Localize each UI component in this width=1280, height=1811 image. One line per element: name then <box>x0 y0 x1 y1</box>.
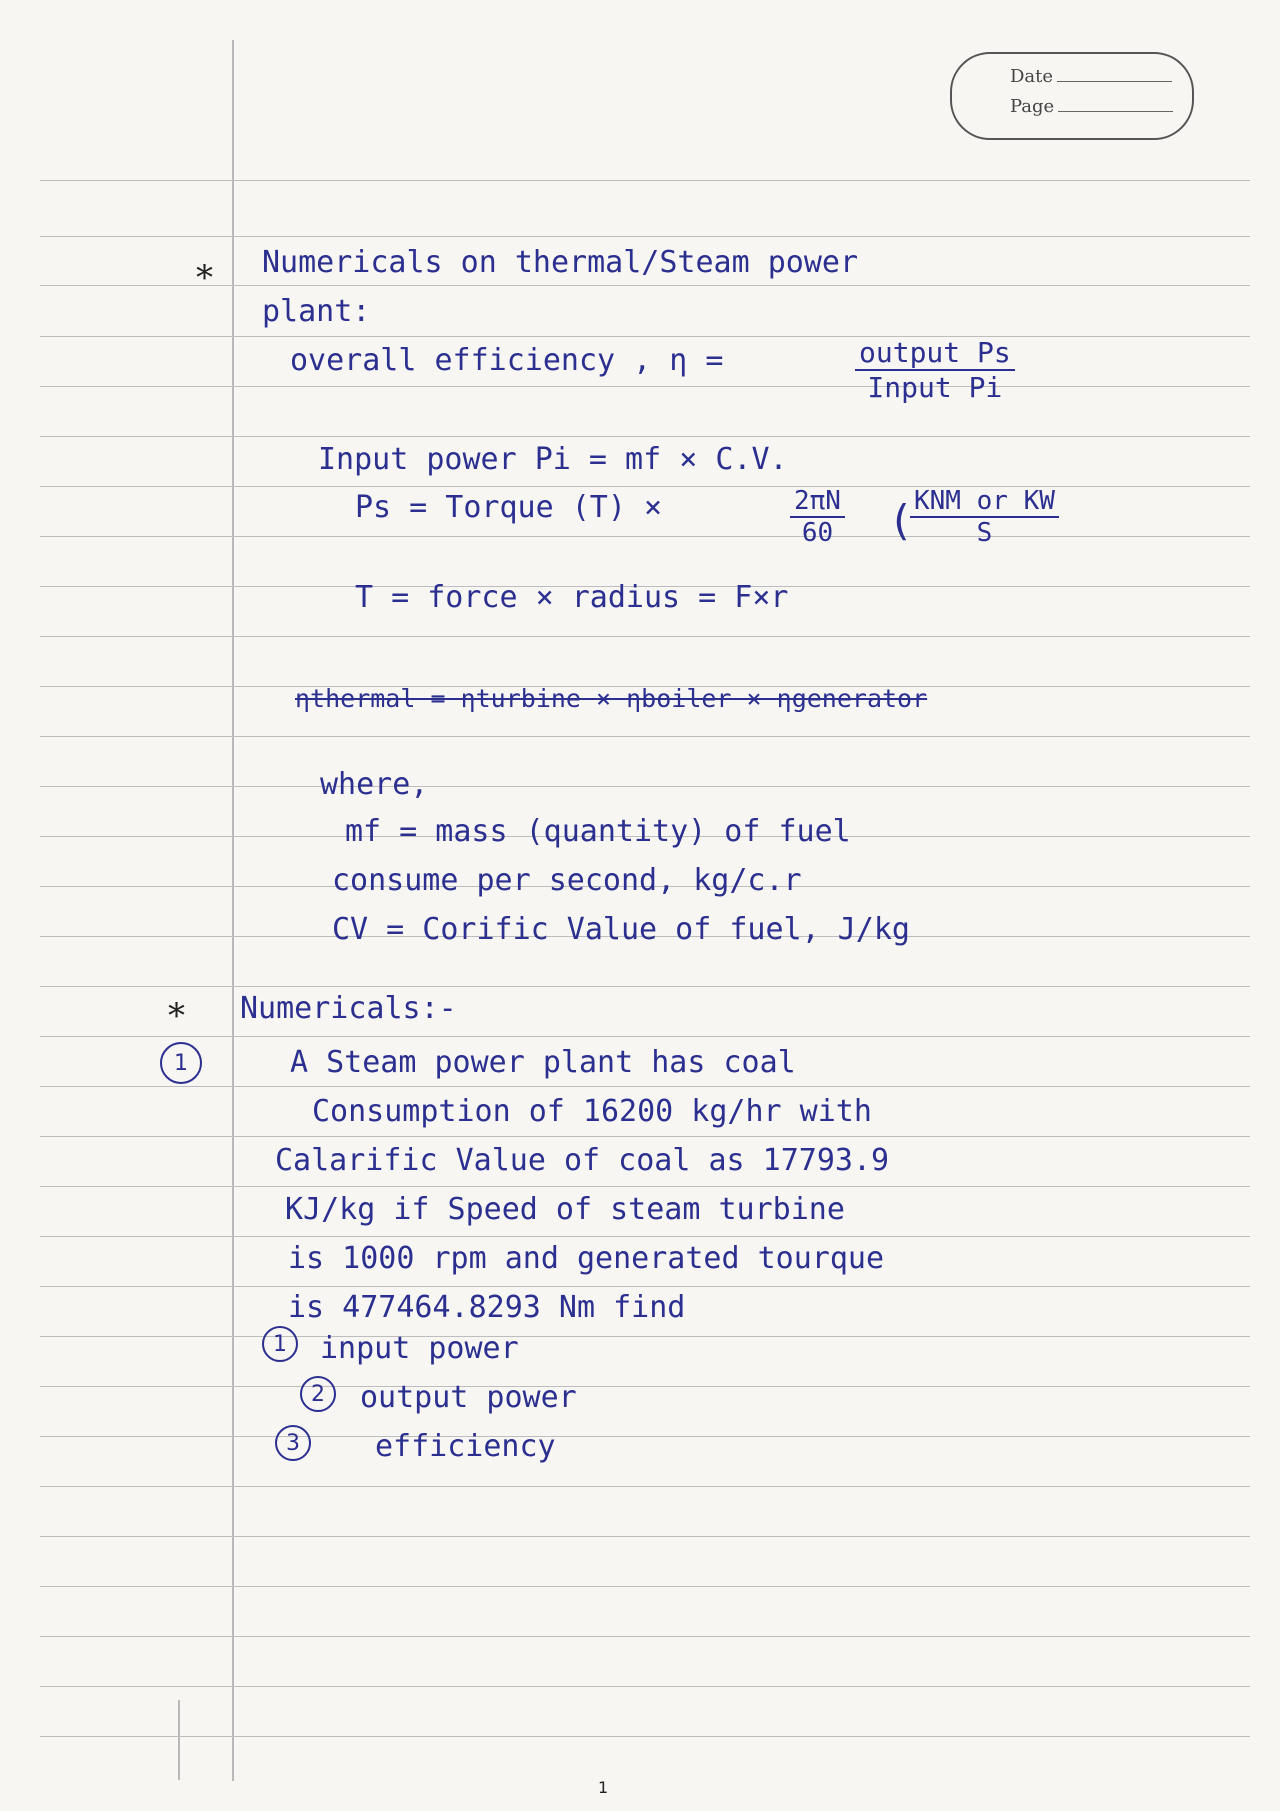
question-line-5: is 1000 rpm and generated tourque <box>288 1241 885 1276</box>
output-power-denominator: 60 <box>801 518 834 548</box>
output-power-numerator: 2πN <box>790 486 845 518</box>
overall-efficiency-numerator: output Ps <box>855 336 1015 371</box>
output-power-fraction <box>790 486 845 548</box>
heading-title: Numericals on thermal/Steam power <box>262 245 859 280</box>
item-1-text: input power <box>320 1331 519 1366</box>
numericals-star: * <box>168 996 185 1036</box>
paren-open: ( <box>888 496 914 545</box>
item-1-badge: 1 <box>262 1326 298 1362</box>
overall-efficiency-denominator: Input Pi <box>867 371 1003 404</box>
date-label: Date <box>1010 66 1054 87</box>
output-power-unit-fraction <box>910 486 1059 548</box>
overall-efficiency-fraction <box>855 336 1015 404</box>
question-number-badge: 1 <box>160 1042 202 1084</box>
item-3-badge: 3 <box>275 1425 311 1461</box>
margin-line-left-outer <box>178 1700 180 1780</box>
page-number: 1 <box>598 1778 609 1797</box>
numericals-heading: Numericals:- <box>240 991 457 1026</box>
margin-line-left <box>232 40 234 1781</box>
input-power-formula: Input power Pi = mf × C.V. <box>318 442 788 477</box>
overall-efficiency-lhs: overall efficiency , η = <box>290 343 724 378</box>
question-line-6: is 477464.8293 Nm find <box>288 1290 686 1325</box>
item-2-text: output power <box>360 1380 577 1415</box>
mf-definition-line2: consume per second, kg/c.r <box>332 863 802 898</box>
output-power-lhs: Ps = Torque (T) × <box>355 490 663 525</box>
question-line-4: KJ/kg if Speed of steam turbine <box>285 1192 845 1227</box>
heading-star: * <box>196 258 213 298</box>
date-row <box>1010 66 1172 87</box>
output-power-unit-numerator: KNM or KW <box>910 486 1059 518</box>
output-power-unit-denominator: S <box>976 518 993 548</box>
cv-definition: CV = Corific Value of fuel, J/kg <box>332 912 910 947</box>
page-label: Page <box>1010 96 1055 117</box>
where-label: where, <box>320 767 429 802</box>
item-2-badge: 2 <box>300 1376 336 1412</box>
item-3-text: efficiency <box>375 1429 556 1464</box>
question-line-3: Calarific Value of coal as 17793.9 <box>275 1143 890 1178</box>
thermal-efficiency-formula: ηthermal = ηturbine × ηboiler × ηgenerator <box>295 684 928 713</box>
question-line-2: Consumption of 16200 kg/hr with <box>312 1094 872 1129</box>
date-page-box <box>950 52 1200 142</box>
page-row <box>1010 96 1173 117</box>
question-line-1: A Steam power plant has coal <box>290 1045 796 1080</box>
mf-definition-line1: mf = mass (quantity) of fuel <box>345 814 851 849</box>
torque-formula: T = force × radius = F×r <box>355 580 789 615</box>
heading-title-cont: plant: <box>262 294 371 329</box>
